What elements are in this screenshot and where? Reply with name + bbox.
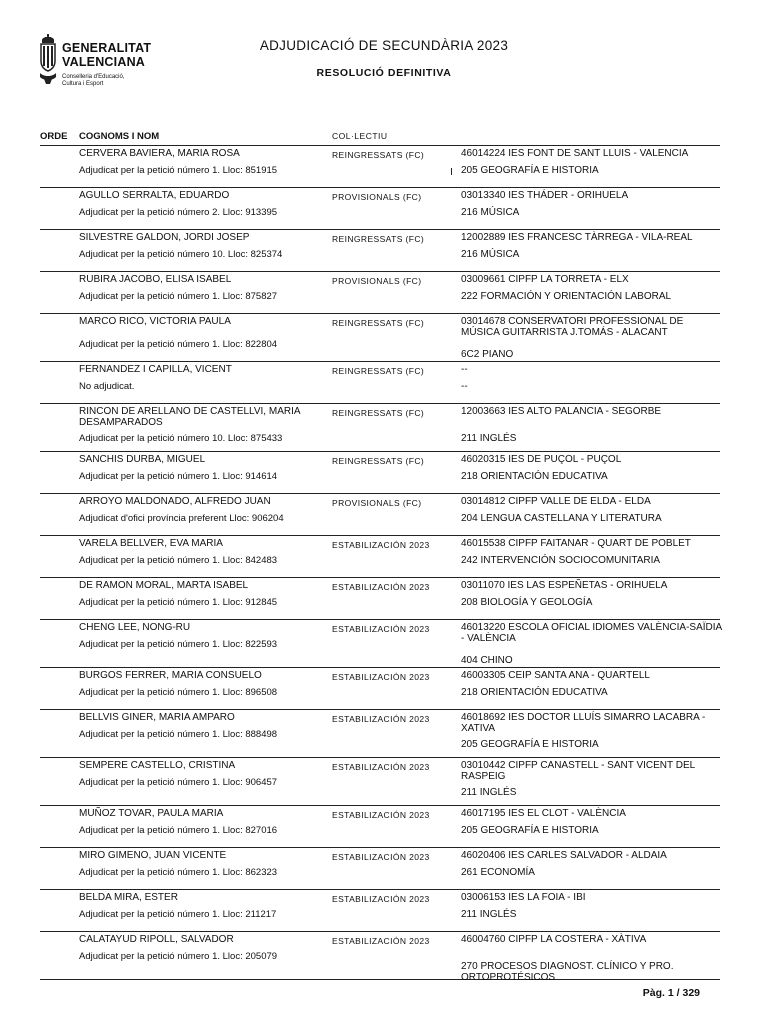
assigned-center: 12002889 IES FRANCESC TÀRREGA - VILA-REAL [461,232,693,243]
allocation-detail: Adjudicat per la petició número 1. Lloc: 822804 [79,339,278,350]
collective: ESTABILIZACIÓN 2023 [332,936,430,946]
specialty: 208 BIOLOGÍA Y GEOLOGÍA [461,597,593,608]
allocation-detail: Adjudicat per la petició número 1. Lloc: 205079 [79,951,278,962]
assigned-center: 03010442 CIPFP CANASTELL - SANT VICENT DEL RASPEIG [461,760,695,782]
allocation-detail: Adjudicat per la petició número 10. Lloc: 825374 [79,249,283,260]
specialty: 216 MÚSICA [461,207,520,218]
specialty: 6C2 PIANO [461,349,514,360]
collective: ESTABILIZACIÓN 2023 [332,762,430,772]
assigned-center: 46013220 ESCOLA OFICIAL IDIOMES VALÈNCIA-SAÏDIA - VALÈNCIA [461,622,722,644]
teacher-name: MIRO GIMENO, JUAN VICENTE [79,850,227,861]
page-number: Pàg. 1 / 329 [642,987,700,999]
table-row [40,620,720,668]
specialty: -- [461,381,468,392]
logo-subtitle-line1: Conselleria d'Educació, [62,74,125,80]
assigned-center: 46020406 IES CARLES SALVADOR - ALDAIA [461,850,667,861]
table-row [40,314,720,362]
teacher-name: MUÑOZ TOVAR, PAULA MARIA [79,808,224,819]
teacher-name: CALATAYUD RIPOLL, SALVADOR [79,934,234,945]
teacher-name: VARELA BELLVER, EVA MARIA [79,538,223,549]
allocation-detail: Adjudicat per la petició número 1. Lloc: 906457 [79,777,278,788]
tick-mark [451,168,452,175]
table-row [40,668,720,710]
table-row [40,452,720,494]
logo-title-line1: GENERALITAT [62,41,152,55]
assigned-center: 46004760 CIPFP LA COSTERA - XÀTIVA [461,934,647,945]
teacher-name: DE RAMON MORAL, MARTA ISABEL [79,580,249,591]
allocation-detail: Adjudicat per la petició número 1. Lloc: 822593 [79,639,278,650]
table-row [40,710,720,758]
collective: REINGRESSATS (FC) [332,366,425,376]
assigned-center: 12003663 IES ALTO PALANCIA - SEGORBE [461,406,662,417]
table-row [40,578,720,620]
collective: ESTABILIZACIÓN 2023 [332,540,430,550]
table-row [40,890,720,932]
collective: REINGRESSATS (FC) [332,318,425,328]
column-header-collective: COL·LECTIU [332,131,388,141]
document-title: ADJUDICACIÓ DE SECUNDÀRIA 2023 [259,38,509,53]
specialty: 211 INGLÉS [461,433,517,444]
table-row [40,758,720,806]
allocation-detail: Adjudicat per la petició número 1. Lloc: 211217 [79,909,277,920]
teacher-name: RINCON DE ARELLANO DE CASTELLVI, MARIA DESAMPARADOS [79,406,300,428]
specialty: 222 FORMACIÓN Y ORIENTACIÓN LABORAL [461,291,672,302]
teacher-name: MARCO RICO, VICTORIA PAULA [79,316,231,327]
collective: REINGRESSATS (FC) [332,150,425,160]
collective: PROVISIONALS (FC) [332,276,422,286]
allocation-detail: No adjudicat. [79,381,135,392]
collective: REINGRESSATS (FC) [332,408,425,418]
table-row [40,848,720,890]
table-row [40,932,720,983]
assigned-center: 46020315 IES DE PUÇOL - PUÇOL [461,454,622,465]
allocation-detail: Adjudicat per la petició número 1. Lloc: 827016 [79,825,278,836]
collective: PROVISIONALS (FC) [332,192,422,202]
table-row [40,146,720,188]
assigned-center: 46017195 IES EL CLOT - VALÈNCIA [461,808,626,819]
table-row [40,536,720,578]
collective: ESTABILIZACIÓN 2023 [332,810,430,820]
table-row [40,188,720,230]
allocation-detail: Adjudicat per la petició número 1. Lloc: 851915 [79,165,278,176]
specialty: 211 INGLÉS [461,787,517,798]
assigned-center: 46018692 IES DOCTOR LLUÍS SIMARRO LACABRA - XATIVA [461,712,706,734]
document-subtitle: RESOLUCIÓ DEFINITIVA [316,67,452,79]
specialty: 242 INTERVENCIÓN SOCIOCOMUNITARIA [461,555,661,566]
specialty: 205 GEOGRAFÍA E HISTORIA [461,825,599,836]
collective: ESTABILIZACIÓN 2023 [332,582,430,592]
specialty: 261 ECONOMÍA [461,867,535,878]
logo-subtitle-line2: Cultura i Esport [62,81,104,87]
allocation-detail: Adjudicat per la petició número 1. Lloc: 896508 [79,687,278,698]
assigned-center: 46003305 CEIP SANTA ANA - QUARTELL [461,670,650,681]
collective: ESTABILIZACIÓN 2023 [332,894,430,904]
specialty: 218 ORIENTACIÓN EDUCATIVA [461,687,608,698]
allocation-detail: Adjudicat per la petició número 1. Lloc: 842483 [79,555,278,566]
column-header-name: COGNOMS I NOM [79,131,160,142]
teacher-name: SILVESTRE GALDON, JORDI JOSEP [79,232,250,243]
collective: ESTABILIZACIÓN 2023 [332,852,430,862]
teacher-name: CHENG LEE, NONG-RU [79,622,191,633]
specialty: 404 CHINO [461,655,513,666]
table-row [40,404,720,452]
collective: ESTABILIZACIÓN 2023 [332,714,430,724]
teacher-name: RUBIRA JACOBO, ELISA ISABEL [79,274,232,285]
allocation-detail: Adjudicat d'ofici província preferent Lloc: 906204 [79,513,284,524]
assigned-center: 46015538 CIPFP FAITANAR - QUART DE POBLET [461,538,691,549]
allocation-detail: Adjudicat per la petició número 1. Lloc: 912845 [79,597,278,608]
teacher-name: BURGOS FERRER, MARIA CONSUELO [79,670,262,681]
column-header-orde: ORDE [40,131,68,142]
teacher-name: BELLVIS GINER, MARIA AMPARO [79,712,235,723]
allocation-list [40,146,722,983]
collective: REINGRESSATS (FC) [332,456,425,466]
teacher-name: SANCHIS DURBA, MIGUEL [79,454,206,465]
collective: ESTABILIZACIÓN 2023 [332,624,430,634]
table-row [40,230,720,272]
allocation-detail: Adjudicat per la petició número 1. Lloc: 862323 [79,867,278,878]
teacher-name: ARROYO MALDONADO, ALFREDO JUAN [79,496,271,507]
assigned-center: 03006153 IES LA FOIA - IBI [461,892,586,903]
specialty: 218 ORIENTACIÓN EDUCATIVA [461,471,608,482]
table-row [40,806,720,848]
teacher-name: SEMPERE CASTELLO, CRISTINA [79,760,236,771]
allocation-detail: Adjudicat per la petició número 10. Lloc: 875433 [79,433,283,444]
specialty: 211 INGLÉS [461,909,517,920]
allocation-detail: Adjudicat per la petició número 1. Lloc: 888498 [79,729,278,740]
teacher-name: AGULLO SERRALTA, EDUARDO [79,190,230,201]
allocation-detail: Adjudicat per la petició número 2. Lloc: 913395 [79,207,278,218]
allocation-detail: Adjudicat per la petició número 1. Lloc: 875827 [79,291,278,302]
table-row [40,362,720,404]
assigned-center: 03014812 CIPFP VALLE DE ELDA - ELDA [461,496,651,507]
table-row [40,272,720,314]
collective: ESTABILIZACIÓN 2023 [332,672,430,682]
teacher-name: FERNANDEZ I CAPILLA, VICENT [79,364,232,375]
assigned-center: 03011070 IES LAS ESPEÑETAS - ORIHUELA [461,580,668,591]
specialty: 204 LENGUA CASTELLANA Y LITERATURA [461,513,662,524]
teacher-name: CERVERA BAVIERA, MARIA ROSA [79,148,240,159]
allocation-detail: Adjudicat per la petició número 1. Lloc: 914614 [79,471,278,482]
specialty: 270 PROCESOS DIAGNOST. CLÍNICO Y PRO. ORTOPROTÉSICOS [461,961,674,983]
assigned-center: 03014678 CONSERVATORI PROFESSIONAL DE MÚSICA GUITARRISTA J.TOMÁS - ALACANT [461,316,684,338]
assigned-center: -- [461,364,468,375]
specialty: 216 MÚSICA [461,249,520,260]
collective: REINGRESSATS (FC) [332,234,425,244]
teacher-name: BELDA MIRA, ESTER [79,892,178,903]
assigned-center: 03013340 IES THÁDER - ORIHUELA [461,190,629,201]
assigned-center: 46014224 IES FONT DE SANT LLUIS - VALENCIA [461,148,689,159]
table-row [40,494,720,536]
specialty: 205 GEOGRAFÍA E HISTORIA [461,739,599,750]
assigned-center: 03009661 CIPFP LA TORRETA - ELX [461,274,629,285]
specialty: 205 GEOGRAFÍA E HISTORIA [461,165,599,176]
collective: PROVISIONALS (FC) [332,498,422,508]
logo-title-line2: VALENCIANA [62,55,146,69]
